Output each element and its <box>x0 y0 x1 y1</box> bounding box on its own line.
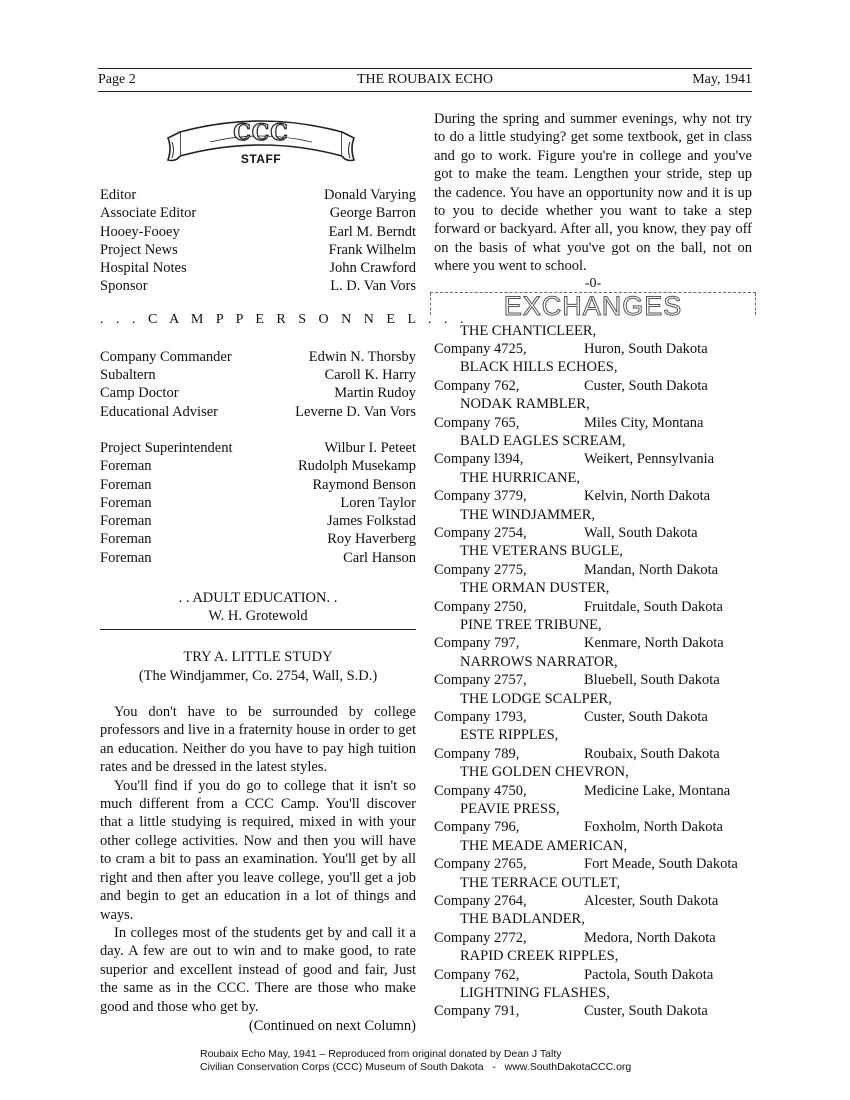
exchange-company-row <box>434 745 752 763</box>
exchange-location: Medicine Lake, Montana <box>584 782 731 799</box>
article-continuation: During the spring and summer evenings, why not try to do a little studying? get some textbook, get in class and go to work. Figure you're in college and you've got to make the team. Lengthen your stride, step up the cadence. You have an opportunity now and it is up to you to decide whether you want to take a step forward or backyard. After all, you know, they pay off on the basis of what you've got on the ball, not on where you went to school. <box>434 111 752 275</box>
adult-education-heading: . . ADULT EDUCATION. . <box>178 590 338 607</box>
exchange-company: Company l394, <box>434 451 524 468</box>
staff-row: Associate Editor George Barron <box>100 205 416 222</box>
staff-list <box>100 186 416 296</box>
staff-row: Editor Donald Varying <box>100 187 416 203</box>
exchange-company: Company 2765, <box>434 856 527 873</box>
exchange-publication-name: PEAVIE PRESS, <box>460 801 560 818</box>
exchange-company-row <box>434 929 752 947</box>
exchange-publication-name: THE CHANTICLEER, <box>460 322 597 339</box>
exchange-publication-name: PINE TREE TRIBUNE, <box>460 617 602 634</box>
staff-row: Hooey-Fooey Earl M. Berndt <box>100 223 416 240</box>
staff-row: Project News Frank Wilhelm <box>100 241 416 258</box>
exchange-location: Custer, South Dakota <box>584 709 708 726</box>
exchange-company: Company 2757, <box>434 672 527 689</box>
exchange-company-row <box>434 892 752 910</box>
personnel-row: Company Commander Edwin N. Thorsby <box>100 348 416 365</box>
exchange-publication-name: NARROWS NARRATOR, <box>460 653 618 670</box>
exchange-company: Company 4725, <box>434 341 527 358</box>
exchange-company-row <box>434 818 752 836</box>
exchange-location: Weikert, Pennsylvania <box>584 451 715 468</box>
personnel-row: Project Superintendent Wilbur I. Peteet <box>100 439 416 456</box>
exchange-company-row <box>434 708 752 726</box>
exchange-company-row <box>434 855 752 873</box>
exchange-company: Company 2750, <box>434 598 527 615</box>
article-paragraph: In colleges most of the students get by and call it a day. A few are out to win and to make good, to rate superior and excellent instead of good and fair, Just the same as in the CCC. There are those who make good and those who get by. <box>100 924 416 1015</box>
exchange-location: Custer, South Dakota <box>584 377 708 394</box>
exchange-location: Kelvin, North Dakota <box>584 488 711 505</box>
exchange-company: Company 2772, <box>434 929 527 946</box>
staff-banner <box>166 112 356 176</box>
exchange-location: Pactola, South Dakota <box>584 966 714 983</box>
page-header <box>98 68 752 92</box>
exchange-company: Company 1793, <box>434 709 527 726</box>
exchange-company-row <box>434 966 752 984</box>
exchanges-heading-box <box>430 292 756 319</box>
exchange-location: Roubaix, South Dakota <box>584 745 720 762</box>
exchange-company: Company 797, <box>434 635 520 652</box>
personnel-row: Foreman Loren Taylor <box>100 494 416 511</box>
personnel-row: Foreman Roy Haverberg <box>100 531 416 548</box>
personnel-row: Foreman Rudolph Musekamp <box>100 458 416 475</box>
personnel-row: Subaltern Caroll K. Harry <box>100 367 416 384</box>
personnel-row: Camp Doctor Martin Rudoy <box>100 385 416 402</box>
exchange-company-row <box>434 598 752 616</box>
exchange-location: Foxholm, North Dakota <box>584 819 723 836</box>
exchanges-list <box>434 322 752 1021</box>
exchange-location: Wall, South Dakota <box>584 525 698 542</box>
staff-row: Sponsor L. D. Van Vors <box>100 278 416 295</box>
exchanges-heading: EXCHANGES <box>503 290 683 321</box>
exchange-publication-name: THE MEADE AMERICAN, <box>460 837 628 854</box>
exchange-publication-name: THE GOLDEN CHEVRON, <box>460 764 629 781</box>
right-column <box>434 100 752 1021</box>
left-column <box>100 100 468 1035</box>
banner-staff-label: STAFF <box>240 152 282 166</box>
article-paragraph: You'll find if you do go to college that it isn't so much different from a CCC Camp. You'll discover that a little studying is required, mixed in with your other college activities. Now and then you will have to cram a bit to pass an examination. You'll get by all right and then after you leave college, you'll get a job and begin to get an education in a lot of things and ways. <box>100 777 416 923</box>
exchange-company-row <box>434 450 752 468</box>
exchange-company: Company 4750, <box>434 782 527 799</box>
exchange-publication-name: THE BADLANDER, <box>460 911 585 928</box>
article-paragraph: You don't have to be surrounded by college professors and live in a fraternity house in order to get an education. Neither do you have to pay high tuition rates and be dressed in the latest styles. <box>100 704 416 776</box>
camp-personnel-heading: . . . C A M P P E R S O N N E L . . . <box>100 311 468 327</box>
exchange-company-row <box>434 671 752 689</box>
personnel-list-a <box>100 348 416 421</box>
personnel-list-b <box>100 439 416 567</box>
exchange-company: Company 2754, <box>434 525 527 542</box>
exchange-company-row <box>434 561 752 579</box>
exchange-location: Fruitdale, South Dakota <box>584 598 723 615</box>
adult-education <box>100 589 416 625</box>
exchange-location: Kenmare, North Dakota <box>584 635 724 652</box>
exchange-location: Bluebell, South Dakota <box>584 672 720 689</box>
exchange-company-row <box>434 782 752 800</box>
exchange-company-row <box>434 340 752 358</box>
page-footer <box>200 1048 631 1074</box>
exchange-location: Medora, North Dakota <box>584 929 716 946</box>
exchange-company: Company 789, <box>434 745 520 762</box>
exchange-publication-name: BALD EAGLES SCREAM, <box>460 433 626 450</box>
article-source: (The Windjammer, Co. 2754, Wall, S.D.) <box>138 668 378 685</box>
exchange-company-row <box>434 524 752 542</box>
exchange-location: Fort Meade, South Dakota <box>584 856 738 873</box>
exchange-publication-name: THE WINDJAMMER, <box>460 506 596 523</box>
exchange-company-row <box>434 377 752 395</box>
exchange-location: Custer, South Dakota <box>584 1003 708 1020</box>
exchange-company-row <box>434 634 752 652</box>
section-divider <box>100 629 416 630</box>
personnel-row: Foreman Carl Hanson <box>100 549 416 566</box>
exchange-company: Company 3779, <box>434 488 527 505</box>
exchange-publication-name: RAPID CREEK RIPPLES, <box>460 948 619 965</box>
exchange-publication-name: THE LODGE SCALPER, <box>460 690 612 707</box>
exchange-publication-name: NODAK RAMBLER, <box>460 396 590 413</box>
personnel-row: Foreman James Folkstad <box>100 513 416 530</box>
exchange-company-row <box>434 487 752 505</box>
exchange-publication-name: ESTE RIPPLES, <box>460 727 559 744</box>
newspaper-title: THE ROUBAIX ECHO <box>356 72 494 87</box>
exchange-company: Company 791, <box>434 1003 520 1020</box>
exchange-publication-name: THE VETERANS BUGLE, <box>460 543 623 560</box>
banner-ccc-text: CCC <box>233 120 289 146</box>
continued-note: (Continued on next Column) <box>248 1017 416 1034</box>
exchange-company: Company 762, <box>434 966 520 983</box>
end-mark: -0- <box>584 275 602 291</box>
issue-date: May, 1941 <box>692 72 752 87</box>
adult-education-name: W. H. Grotewold <box>208 608 308 625</box>
exchange-publication-name: THE HURRICANE, <box>460 469 581 486</box>
footer-line-2: Civilian Conservation Corps (CCC) Museum of South Dakota - www.SouthDakotaCCC.org <box>200 1061 632 1073</box>
exchange-location: Alcester, South Dakota <box>584 893 719 910</box>
exchange-publication-name: THE ORMAN DUSTER, <box>460 580 610 597</box>
exchange-company: Company 2775, <box>434 561 527 578</box>
personnel-row: Educational Adviser Leverne D. Van Vors <box>100 403 416 420</box>
exchange-location: Miles City, Montana <box>584 414 704 431</box>
personnel-row: Foreman Raymond Benson <box>100 476 416 493</box>
exchange-company-row <box>434 414 752 432</box>
exchange-company: Company 765, <box>434 414 520 431</box>
footer-line-1: Roubaix Echo May, 1941 – Reproduced from original donated by Dean J Talty <box>200 1048 562 1060</box>
exchange-location: Huron, South Dakota <box>584 341 708 358</box>
article-title: TRY A. LITTLE STUDY <box>183 649 333 666</box>
exchange-publication-name: THE TERRACE OUTLET, <box>460 874 621 891</box>
exchange-company: Company 762, <box>434 377 520 394</box>
staff-row: Hospital Notes John Crawford <box>100 260 416 277</box>
exchange-publication-name: LIGHTNING FLASHES, <box>460 985 610 1001</box>
exchange-company: Company 2764, <box>434 893 527 910</box>
page-number: Page 2 <box>98 72 136 87</box>
exchange-company-row <box>434 1002 752 1020</box>
exchange-publication-name: BLACK HILLS ECHOES, <box>460 359 618 376</box>
exchange-location: Mandan, North Dakota <box>584 561 719 578</box>
exchange-company: Company 796, <box>434 819 520 836</box>
